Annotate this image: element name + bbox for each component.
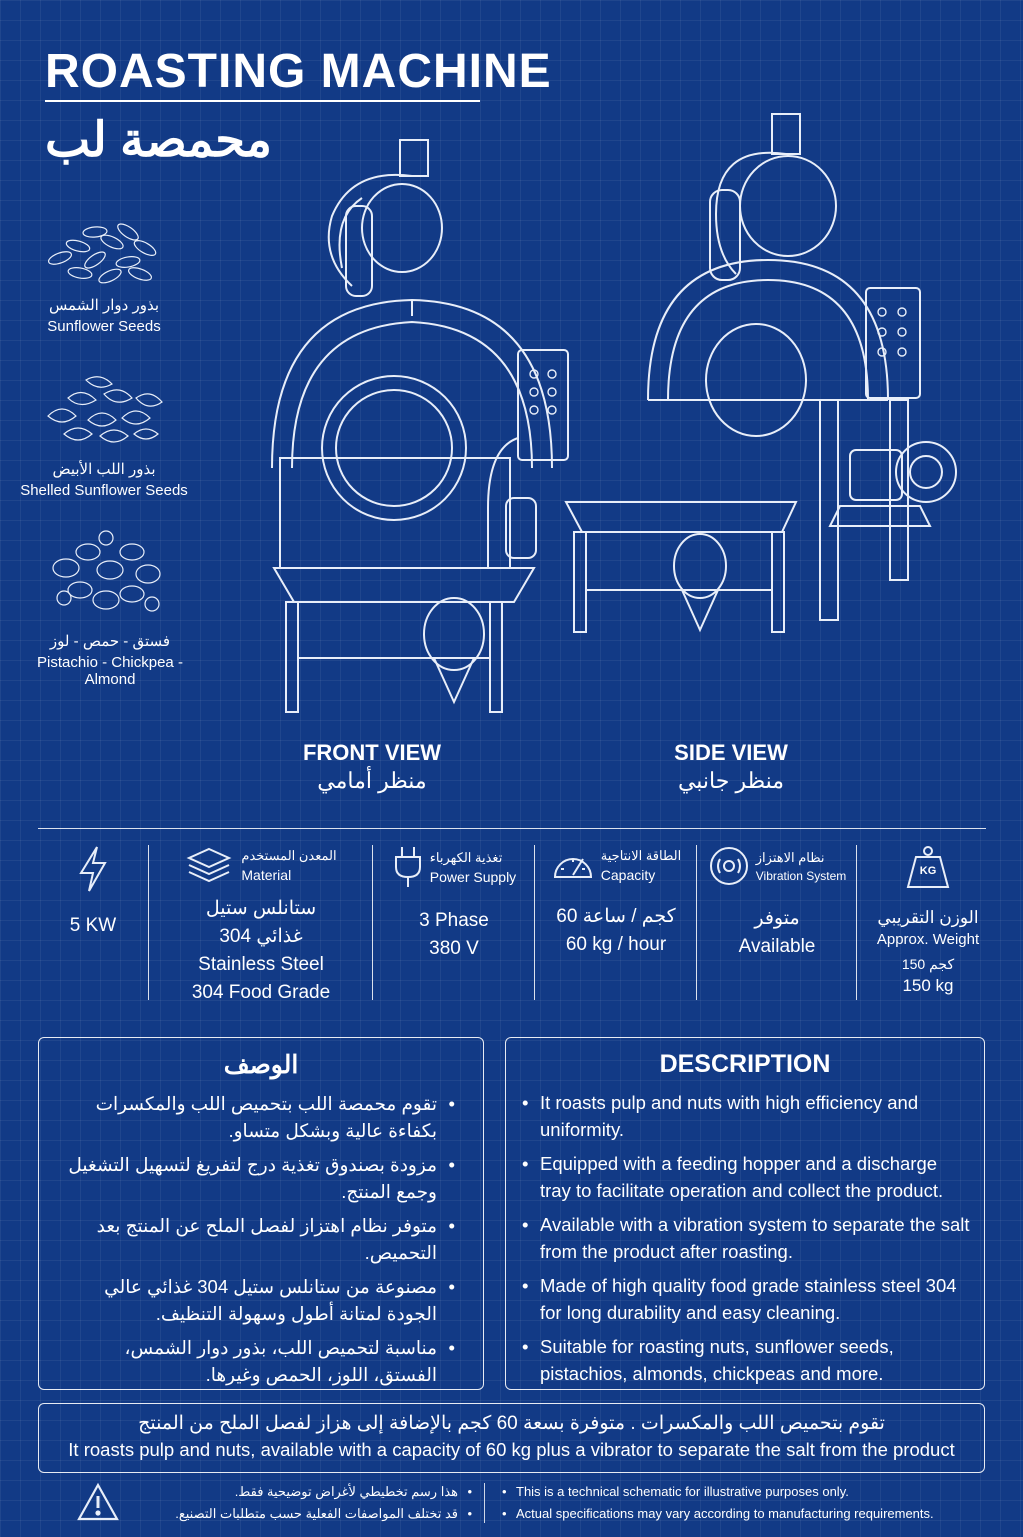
footer-notes-english: [498, 1481, 998, 1525]
seed-type-2: [4, 460, 204, 499]
side-view-label: [621, 740, 841, 794]
description-arabic-panel: [38, 1037, 484, 1390]
seed-type-3: [10, 632, 210, 688]
list-item: • Available with a vibration system to separate the salt from the product after roasting.: [506, 1211, 984, 1265]
list-item: • قد تختلف المواصفات الفعلية حسب متطلبات التصنيع.: [140, 1503, 476, 1525]
power-supply-value-1: 3 Phase: [419, 910, 489, 931]
description-arabic-title: الوصف: [223, 1051, 299, 1079]
specs-divider: [38, 828, 986, 829]
spec-separator: [856, 845, 857, 1000]
list-item: • This is a technical schematic for illustrative purposes only.: [498, 1481, 998, 1503]
seed-label-en: Shelled Sunflower Seeds: [20, 482, 188, 499]
list-item: • Made of high quality food grade stainless steel 304 for long durability and easy cleaning.: [506, 1272, 984, 1326]
list-item: • مناسبة لتحميص اللب، بذور دوار الشمس، الفستق، اللوز، الحمص وغيرها.: [39, 1334, 483, 1388]
power-supply-value-2: 380 V: [429, 938, 479, 959]
plug-icon: [392, 845, 424, 889]
page-title: ROASTING MACHINE: [45, 45, 552, 98]
spec-separator: [148, 845, 149, 1000]
spec-separator: [534, 845, 535, 1000]
spec-weight: [858, 845, 998, 997]
list-item: • هذا رسم تخطيطي لأغراض توضيحية فقط.: [140, 1481, 476, 1503]
side-view-title-ar: منظر جانبي: [677, 768, 785, 793]
seed-label-ar: بذور دوار الشمس: [48, 297, 160, 314]
power-supply-label-en: Power Supply: [429, 868, 517, 885]
gauge-icon: [551, 845, 595, 885]
power-supply-label-ar: تغذية الكهرباء: [429, 849, 503, 865]
material-value-en-1: Stainless Steel: [198, 954, 324, 975]
side-view-title: SIDE VIEW: [674, 740, 788, 765]
capacity-label-en: Capacity: [600, 866, 656, 883]
description-english-list: [506, 1089, 984, 1387]
material-label-en: Material: [241, 866, 292, 883]
footer-notes-arabic: [140, 1481, 476, 1525]
front-view-label: [262, 740, 482, 794]
material-label-ar: المعدن المستخدم: [241, 847, 337, 863]
spec-vibration: [698, 845, 856, 961]
list-item: • Equipped with a feeding hopper and a discharge tray to facilitate operation and collect the product.: [506, 1150, 984, 1204]
summary-banner: [38, 1403, 985, 1473]
list-item: • It roasts pulp and nuts with high efficiency and uniformity.: [506, 1089, 984, 1143]
weight-value-ar: 150 كجم: [901, 956, 955, 972]
list-item: • متوفر نظام اهتزاز لفصل الملح عن المنتج بعد التحميص.: [39, 1212, 483, 1266]
capacity-label-ar: الطاقة الانتاجية: [600, 847, 682, 863]
weight-label-ar: الوزن التقريبي: [877, 908, 979, 927]
description-english-panel: [505, 1037, 985, 1390]
front-view-title-ar: منظر أمامي: [317, 768, 427, 793]
lightning-icon: [75, 845, 111, 893]
page-title-arabic: محمصة لب: [45, 114, 272, 167]
material-value-ar-1: ستانلس ستيل: [205, 898, 317, 919]
vibration-value-en: Available: [738, 936, 816, 957]
mixed-nuts-icon: [44, 528, 166, 618]
warning-icon: [76, 1482, 120, 1522]
spec-power: [38, 845, 148, 940]
material-value-ar-2: غذائي 304: [219, 926, 303, 947]
vibration-label-ar: نظام الاهتزاز: [755, 849, 825, 865]
spec-separator: [372, 845, 373, 1000]
vibration-icon: [708, 845, 750, 887]
side-view-machine-drawing: [560, 110, 960, 670]
spec-power-supply: [374, 845, 534, 963]
weight-value-en: 150 kg: [902, 976, 954, 995]
list-item: • Actual specifications may vary according to manufacturing requirements.: [498, 1503, 998, 1525]
footer-separator: [484, 1483, 485, 1523]
weight-label-en: Approx. Weight: [876, 931, 980, 948]
spec-capacity: [536, 845, 696, 959]
white-seeds-icon: [38, 372, 170, 448]
capacity-value-ar: 60 كجم / ساعة: [556, 906, 676, 927]
seed-type-1: [4, 296, 204, 335]
spec-material: [150, 845, 372, 1007]
title-divider: [45, 100, 480, 102]
description-arabic-list: [39, 1090, 483, 1388]
front-view-machine-drawing: [262, 138, 582, 720]
seed-label-en: Sunflower Seeds: [47, 318, 161, 335]
list-item: • مزودة بصندوق تغذية درج لتفريغ لتسهيل التشغيل وجمع المنتج.: [39, 1151, 483, 1205]
seed-label-ar: بذور اللب الأبيض: [52, 461, 156, 478]
list-item: • تقوم محمصة اللب بتحميص اللب والمكسرات بكفاءة عالية وبشكل متساو.: [39, 1090, 483, 1144]
vibration-value-ar: متوفر: [754, 908, 800, 929]
seed-label-ar: فستق - حمص - لوز: [49, 633, 171, 650]
vibration-label-en: Vibration System: [755, 868, 847, 883]
description-english-title: DESCRIPTION: [659, 1050, 831, 1078]
layers-icon: [185, 845, 233, 885]
power-value: 5 KW: [69, 915, 117, 936]
list-item: • مصنوعة من ستانلس ستيل 304 غذائي عالي الجودة لمتانة أطول وسهولة التنظيف.: [39, 1273, 483, 1327]
summary-arabic: تقوم بتحميص اللب والمكسرات . متوفرة بسعة 60 كجم بالإضافة إلى هزاز لفصل الملح من المنتج: [138, 1413, 885, 1434]
capacity-value-en: 60 kg / hour: [565, 934, 667, 955]
sunflower-seeds-icon: [40, 218, 170, 290]
summary-english: It roasts pulp and nuts, available with a capacity of 60 kg plus a vibrator to separate the salt from the product: [68, 1439, 955, 1460]
seed-label-en: Pistachio - Chickpea - Almond: [37, 654, 183, 688]
spec-separator: [696, 845, 697, 1000]
material-value-en-2: 304 Food Grade: [191, 982, 331, 1003]
front-view-title: FRONT VIEW: [302, 740, 442, 765]
list-item: • Suitable for roasting nuts, sunflower seeds, pistachios, almonds, chickpeas and more.: [506, 1333, 984, 1387]
weight-badge: KG: [919, 865, 937, 877]
